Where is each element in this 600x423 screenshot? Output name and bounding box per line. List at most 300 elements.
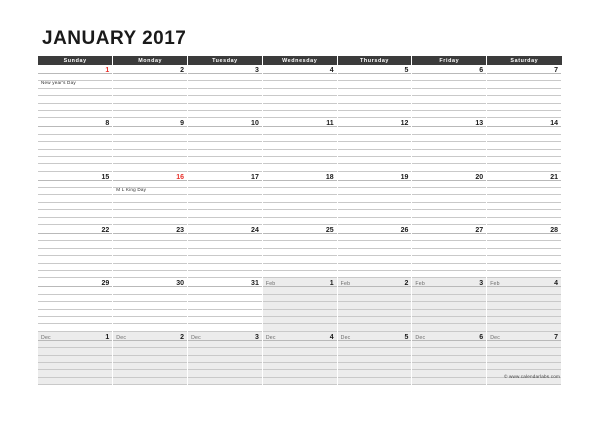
day-note-lines[interactable] [487,234,561,278]
note-line[interactable] [412,89,486,96]
note-line[interactable] [338,157,412,164]
note-line[interactable] [487,324,561,331]
note-line[interactable] [263,96,337,103]
note-line[interactable] [188,287,262,294]
day-note-lines[interactable] [338,234,412,278]
day-note-lines[interactable] [338,181,412,225]
note-line[interactable] [338,81,412,88]
note-line[interactable] [338,135,412,142]
day-cell[interactable] [113,172,188,225]
note-line[interactable] [487,218,561,225]
note-line[interactable] [113,157,187,164]
day-note-lines[interactable] [263,74,337,118]
note-line[interactable] [38,157,112,164]
note-line[interactable] [38,89,112,96]
note-line[interactable] [38,310,112,317]
note-line[interactable] [487,135,561,142]
note-line[interactable] [38,203,112,210]
note-line[interactable] [263,264,337,271]
day-note-lines[interactable] [338,341,412,385]
day-cell[interactable] [487,118,562,171]
day-note-lines[interactable] [263,341,337,385]
note-line[interactable] [412,74,486,81]
note-line[interactable] [113,74,187,81]
note-line[interactable] [38,287,112,294]
note-line[interactable] [412,234,486,241]
note-line[interactable] [113,341,187,348]
note-line[interactable] [338,188,412,195]
note-line[interactable] [487,271,561,278]
note-line[interactable] [113,203,187,210]
note-line[interactable] [188,310,262,317]
day-cell[interactable] [188,118,263,171]
note-line[interactable] [38,295,112,302]
day-note-lines[interactable] [188,341,262,385]
note-line[interactable] [412,104,486,111]
day-note-lines[interactable] [338,127,412,171]
note-line[interactable] [487,287,561,294]
note-line[interactable] [113,302,187,309]
note-line[interactable] [113,271,187,278]
note-line[interactable] [338,150,412,157]
day-note-lines[interactable] [188,287,262,331]
note-line[interactable] [113,195,187,202]
day-cell[interactable] [412,118,487,171]
note-line[interactable] [263,356,337,363]
note-line[interactable] [412,195,486,202]
day-note-lines[interactable] [113,234,187,278]
note-line[interactable] [113,135,187,142]
note-line[interactable] [338,295,412,302]
day-cell[interactable] [113,65,188,118]
day-cell[interactable] [38,278,113,331]
note-line[interactable] [113,164,187,171]
day-note-lines[interactable] [487,181,561,225]
note-line[interactable] [412,241,486,248]
day-cell[interactable] [337,332,412,385]
note-line[interactable] [487,104,561,111]
day-note-lines[interactable] [188,234,262,278]
day-note-lines[interactable] [263,127,337,171]
day-cell[interactable] [262,65,337,118]
day-cell[interactable] [38,172,113,225]
note-line[interactable] [487,241,561,248]
note-line[interactable] [487,295,561,302]
note-line[interactable] [412,150,486,157]
note-line[interactable] [38,356,112,363]
day-cell[interactable] [113,332,188,385]
note-line[interactable] [412,324,486,331]
note-line[interactable] [263,203,337,210]
note-line[interactable] [487,363,561,370]
note-line[interactable] [188,96,262,103]
note-line[interactable] [263,310,337,317]
note-line[interactable] [263,378,337,385]
note-line[interactable] [38,378,112,385]
note-line[interactable] [188,210,262,217]
note-line[interactable] [412,256,486,263]
day-cell[interactable] [38,332,113,385]
note-line[interactable] [188,256,262,263]
day-note-lines[interactable] [263,287,337,331]
note-line[interactable] [113,356,187,363]
note-line[interactable] [263,256,337,263]
day-note-lines[interactable] [113,181,187,225]
note-line[interactable] [38,317,112,324]
note-line[interactable] [188,157,262,164]
day-cell[interactable] [337,65,412,118]
day-cell[interactable] [38,225,113,278]
note-line[interactable] [412,249,486,256]
note-line[interactable] [113,127,187,134]
note-line[interactable] [487,348,561,355]
note-line[interactable] [338,348,412,355]
note-line[interactable] [412,210,486,217]
note-line[interactable] [38,271,112,278]
note-line[interactable] [338,74,412,81]
note-line[interactable] [338,271,412,278]
note-line[interactable] [263,188,337,195]
note-line[interactable] [487,150,561,157]
day-cell[interactable] [188,172,263,225]
note-line[interactable] [412,188,486,195]
note-line[interactable] [113,317,187,324]
note-line[interactable] [188,135,262,142]
note-line[interactable] [338,256,412,263]
note-line[interactable] [412,295,486,302]
day-cell[interactable] [412,332,487,385]
day-note-lines[interactable] [188,127,262,171]
note-line[interactable] [38,111,112,118]
note-line[interactable] [412,203,486,210]
day-note-lines[interactable] [487,127,561,171]
note-line[interactable] [188,188,262,195]
note-line[interactable] [487,203,561,210]
note-line[interactable] [113,241,187,248]
note-line[interactable] [113,378,187,385]
note-line[interactable] [188,249,262,256]
note-line[interactable] [38,348,112,355]
note-line[interactable] [263,341,337,348]
note-line[interactable] [188,111,262,118]
note-line[interactable] [113,104,187,111]
day-cell[interactable] [188,65,263,118]
day-note-lines[interactable] [38,181,112,225]
note-line[interactable] [338,324,412,331]
note-line[interactable] [38,96,112,103]
note-line[interactable] [412,317,486,324]
note-line[interactable] [338,195,412,202]
note-line[interactable] [338,203,412,210]
note-line[interactable] [487,234,561,241]
note-line[interactable] [113,81,187,88]
note-line[interactable] [38,341,112,348]
note-line[interactable] [263,370,337,377]
day-note-lines[interactable] [412,127,486,171]
note-line[interactable] [38,302,112,309]
note-line[interactable] [487,188,561,195]
note-line[interactable] [188,317,262,324]
note-line[interactable] [487,142,561,149]
day-note-lines[interactable] [412,74,486,118]
day-note-lines[interactable] [412,234,486,278]
day-note-lines[interactable] [113,341,187,385]
note-line[interactable] [487,96,561,103]
note-line[interactable] [487,111,561,118]
note-line[interactable] [113,89,187,96]
note-line[interactable] [338,249,412,256]
note-line[interactable] [338,218,412,225]
note-line[interactable] [263,324,337,331]
note-line[interactable] [38,81,112,88]
note-line[interactable] [487,341,561,348]
note-line[interactable] [188,181,262,188]
note-line[interactable] [338,317,412,324]
note-line[interactable] [263,317,337,324]
note-line[interactable] [113,142,187,149]
note-line[interactable] [338,111,412,118]
day-cell[interactable] [188,225,263,278]
note-line[interactable] [487,89,561,96]
day-cell[interactable] [262,278,337,331]
note-line[interactable] [113,188,187,195]
day-cell[interactable] [262,172,337,225]
note-line[interactable] [188,203,262,210]
note-line[interactable] [263,302,337,309]
note-line[interactable] [412,363,486,370]
note-line[interactable] [412,164,486,171]
note-line[interactable] [487,317,561,324]
note-line[interactable] [487,310,561,317]
note-line[interactable] [38,363,112,370]
note-line[interactable] [338,96,412,103]
note-line[interactable] [38,234,112,241]
note-line[interactable] [487,356,561,363]
note-line[interactable] [338,310,412,317]
note-line[interactable] [338,104,412,111]
note-line[interactable] [412,181,486,188]
note-line[interactable] [38,249,112,256]
note-line[interactable] [487,249,561,256]
note-line[interactable] [487,302,561,309]
note-line[interactable] [188,271,262,278]
note-line[interactable] [487,81,561,88]
note-line[interactable] [188,142,262,149]
note-line[interactable] [188,127,262,134]
note-line[interactable] [38,104,112,111]
note-line[interactable] [263,234,337,241]
note-line[interactable] [412,264,486,271]
note-line[interactable] [263,111,337,118]
note-line[interactable] [188,341,262,348]
day-cell[interactable] [412,225,487,278]
note-line[interactable] [113,324,187,331]
note-line[interactable] [113,363,187,370]
day-note-lines[interactable] [487,74,561,118]
note-line[interactable] [263,74,337,81]
day-note-lines[interactable] [113,74,187,118]
note-line[interactable] [412,348,486,355]
note-line[interactable] [487,157,561,164]
day-note-lines[interactable] [338,74,412,118]
note-line[interactable] [38,142,112,149]
note-line[interactable] [113,310,187,317]
note-line[interactable] [188,356,262,363]
day-note-lines[interactable] [188,181,262,225]
day-note-lines[interactable] [263,234,337,278]
note-line[interactable] [263,218,337,225]
note-line[interactable] [412,135,486,142]
day-cell[interactable] [412,172,487,225]
day-cell[interactable] [113,118,188,171]
note-line[interactable] [338,164,412,171]
note-line[interactable] [263,135,337,142]
note-line[interactable] [113,234,187,241]
note-line[interactable] [412,287,486,294]
day-note-lines[interactable] [113,127,187,171]
day-cell[interactable] [38,118,113,171]
note-line[interactable] [263,249,337,256]
note-line[interactable] [188,164,262,171]
note-line[interactable] [338,356,412,363]
note-line[interactable] [263,104,337,111]
note-line[interactable] [188,295,262,302]
note-line[interactable] [412,81,486,88]
day-cell[interactable] [412,278,487,331]
note-line[interactable] [412,271,486,278]
day-cell[interactable] [487,172,562,225]
note-line[interactable] [188,264,262,271]
note-line[interactable] [412,310,486,317]
note-line[interactable] [38,150,112,157]
note-line[interactable] [188,302,262,309]
day-note-lines[interactable] [38,341,112,385]
note-line[interactable] [412,142,486,149]
note-line[interactable] [38,195,112,202]
note-line[interactable] [113,295,187,302]
day-note-lines[interactable] [38,234,112,278]
note-line[interactable] [188,324,262,331]
note-line[interactable] [113,256,187,263]
note-line[interactable] [263,127,337,134]
note-line[interactable] [263,295,337,302]
day-cell[interactable] [113,225,188,278]
day-note-lines[interactable] [412,341,486,385]
note-line[interactable] [188,81,262,88]
note-line[interactable] [263,363,337,370]
note-line[interactable] [338,370,412,377]
note-line[interactable] [38,127,112,134]
day-cell[interactable] [38,65,113,118]
note-line[interactable] [338,142,412,149]
note-line[interactable] [263,150,337,157]
note-line[interactable] [263,89,337,96]
note-line[interactable] [38,164,112,171]
note-line[interactable] [38,324,112,331]
note-line[interactable] [263,195,337,202]
note-line[interactable] [263,271,337,278]
note-line[interactable] [412,218,486,225]
note-line[interactable] [113,287,187,294]
note-line[interactable] [338,287,412,294]
day-cell[interactable] [262,225,337,278]
note-line[interactable] [487,264,561,271]
day-note-lines[interactable] [263,181,337,225]
day-cell[interactable] [262,118,337,171]
note-line[interactable] [338,89,412,96]
note-line[interactable] [412,378,486,385]
note-line[interactable] [338,264,412,271]
note-line[interactable] [188,234,262,241]
note-line[interactable] [412,302,486,309]
note-line[interactable] [338,341,412,348]
note-line[interactable] [338,241,412,248]
day-cell[interactable] [337,225,412,278]
note-line[interactable] [188,241,262,248]
note-line[interactable] [188,370,262,377]
note-line[interactable] [338,210,412,217]
note-line[interactable] [38,218,112,225]
note-line[interactable] [38,370,112,377]
note-line[interactable] [263,157,337,164]
day-cell[interactable] [188,332,263,385]
note-line[interactable] [412,111,486,118]
note-line[interactable] [487,127,561,134]
day-note-lines[interactable] [412,287,486,331]
note-line[interactable] [38,241,112,248]
note-line[interactable] [263,142,337,149]
note-line[interactable] [38,264,112,271]
day-cell[interactable] [487,225,562,278]
day-note-lines[interactable] [113,287,187,331]
note-line[interactable] [188,348,262,355]
note-line[interactable] [263,287,337,294]
note-line[interactable] [487,181,561,188]
note-line[interactable] [487,164,561,171]
note-line[interactable] [188,378,262,385]
note-line[interactable] [113,210,187,217]
note-line[interactable] [412,370,486,377]
note-line[interactable] [38,256,112,263]
note-line[interactable] [487,210,561,217]
day-note-lines[interactable] [38,127,112,171]
day-cell[interactable] [188,278,263,331]
note-line[interactable] [188,104,262,111]
note-line[interactable] [338,181,412,188]
note-line[interactable] [263,348,337,355]
note-line[interactable] [338,234,412,241]
note-line[interactable] [113,370,187,377]
note-line[interactable] [188,363,262,370]
note-line[interactable] [188,195,262,202]
day-cell[interactable] [412,65,487,118]
note-line[interactable] [338,378,412,385]
note-line[interactable] [412,356,486,363]
note-line[interactable] [113,249,187,256]
note-line[interactable] [38,188,112,195]
note-line[interactable] [338,127,412,134]
note-line[interactable] [38,181,112,188]
note-line[interactable] [113,150,187,157]
day-cell[interactable] [337,118,412,171]
day-note-lines[interactable] [338,287,412,331]
note-line[interactable] [487,74,561,81]
note-line[interactable] [38,210,112,217]
day-cell[interactable] [262,332,337,385]
day-note-lines[interactable] [412,181,486,225]
note-line[interactable] [487,195,561,202]
note-line[interactable] [188,89,262,96]
